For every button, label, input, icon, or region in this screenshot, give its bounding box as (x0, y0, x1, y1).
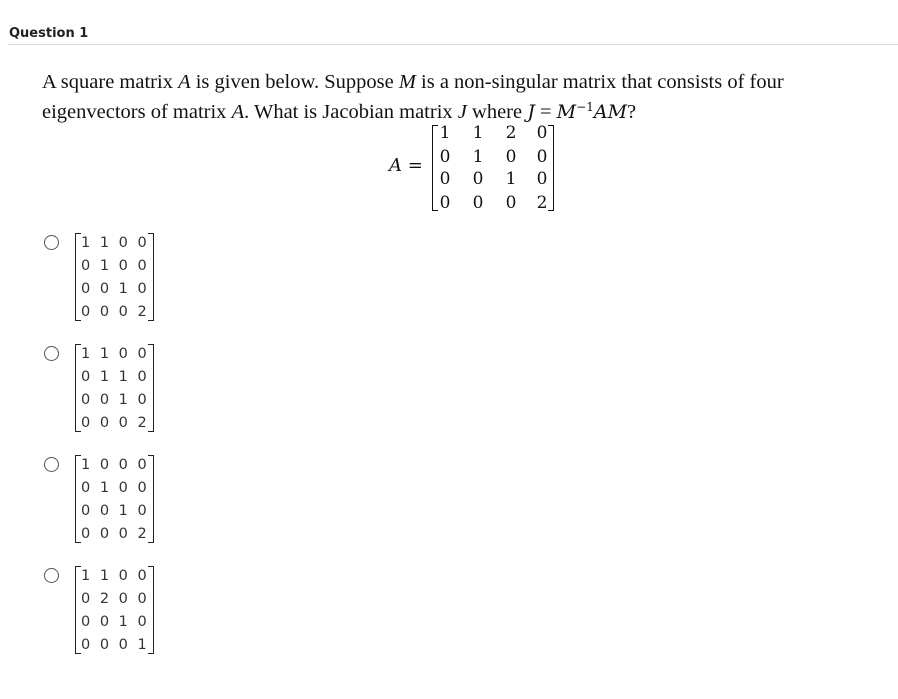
jacobian-formula (527, 101, 636, 123)
variable-j: J (457, 101, 467, 123)
matrix-a-cell: 1 (505, 169, 517, 189)
matrix-row: 0 0 1 0 (81, 281, 150, 297)
option-matrix (75, 453, 155, 543)
matrix-a-cell: 0 (505, 193, 517, 213)
matrix-a-cell: 0 (439, 147, 451, 167)
answer-option-3[interactable] (42, 453, 172, 543)
matrix-row: 0 0 0 1 (81, 637, 150, 653)
radio-button[interactable] (44, 457, 59, 472)
variable-a: A (231, 101, 245, 123)
matrix-a-cell: 1 (439, 123, 451, 143)
matrix-row: 0 2 0 0 (81, 591, 150, 607)
matrix-row: 0 1 0 0 (81, 480, 150, 496)
matrix-a-cell: 0 (536, 169, 548, 189)
matrix-a-label (389, 155, 423, 176)
formula-equals: = (534, 101, 557, 123)
matrix-a-equals: = (402, 155, 423, 176)
matrix-row: 0 0 1 0 (81, 614, 150, 630)
matrix-a-cell: 2 (505, 123, 517, 143)
radio-button[interactable] (44, 235, 59, 250)
matrix-row: 0 0 1 0 (81, 392, 150, 408)
header-divider (8, 44, 898, 45)
answer-option-1[interactable] (42, 231, 172, 321)
question-text-part: . What is Jacobian matrix (244, 101, 458, 123)
matrix-row: 1 1 0 0 (81, 235, 150, 251)
matrix-row: 1 1 0 0 (81, 568, 150, 584)
matrix-a-cell: 0 (505, 147, 517, 167)
radio-button[interactable] (44, 568, 59, 583)
question-text-part: is a non-singular matrix that consists of four eigenvectors of matrix (42, 71, 784, 123)
matrix-row: 0 0 0 2 (81, 304, 150, 320)
matrix-a-cell: 0 (439, 169, 451, 189)
formula-j: J (527, 101, 535, 123)
matrix-row: 1 0 0 0 (81, 457, 150, 473)
answer-option-4[interactable] (42, 564, 172, 654)
matrix-row: 0 1 1 0 (81, 369, 150, 385)
matrix-a-cell: 0 (472, 193, 484, 213)
matrix-a-cell: 0 (439, 193, 451, 213)
matrix-row: 0 1 0 0 (81, 258, 150, 274)
matrix-row: 1 1 0 0 (81, 346, 150, 362)
formula-question-mark: ? (627, 101, 637, 123)
matrix-a (430, 121, 556, 213)
variable-a: A (178, 71, 191, 93)
formula-am: AM (593, 101, 628, 123)
matrix-a-cell: 0 (472, 169, 484, 189)
matrix-row: 0 0 0 2 (81, 526, 150, 542)
formula-inverse-exponent: −1 (576, 100, 594, 114)
matrix-a-symbol: A (389, 155, 402, 176)
question-text-part: A square matrix (42, 71, 179, 93)
matrix-a-cell: 0 (536, 123, 548, 143)
matrix-a-cell: 1 (472, 123, 484, 143)
variable-m: M (398, 71, 416, 93)
matrix-a-cell: 1 (472, 147, 484, 167)
matrix-row: 0 0 0 2 (81, 415, 150, 431)
radio-button[interactable] (44, 346, 59, 361)
question-text (42, 70, 842, 125)
answer-option-2[interactable] (42, 342, 172, 432)
matrix-row: 0 0 1 0 (81, 503, 150, 519)
matrix-a-cell: 2 (536, 193, 548, 213)
formula-m: M (556, 101, 577, 123)
option-matrix (75, 342, 155, 432)
option-matrix (75, 564, 155, 654)
matrix-a-cell: 0 (536, 147, 548, 167)
option-matrix (75, 231, 155, 321)
question-text-part: where (466, 101, 528, 123)
question-header: Question 1 (9, 26, 89, 41)
question-text-part: is given below. Suppose (190, 71, 399, 93)
